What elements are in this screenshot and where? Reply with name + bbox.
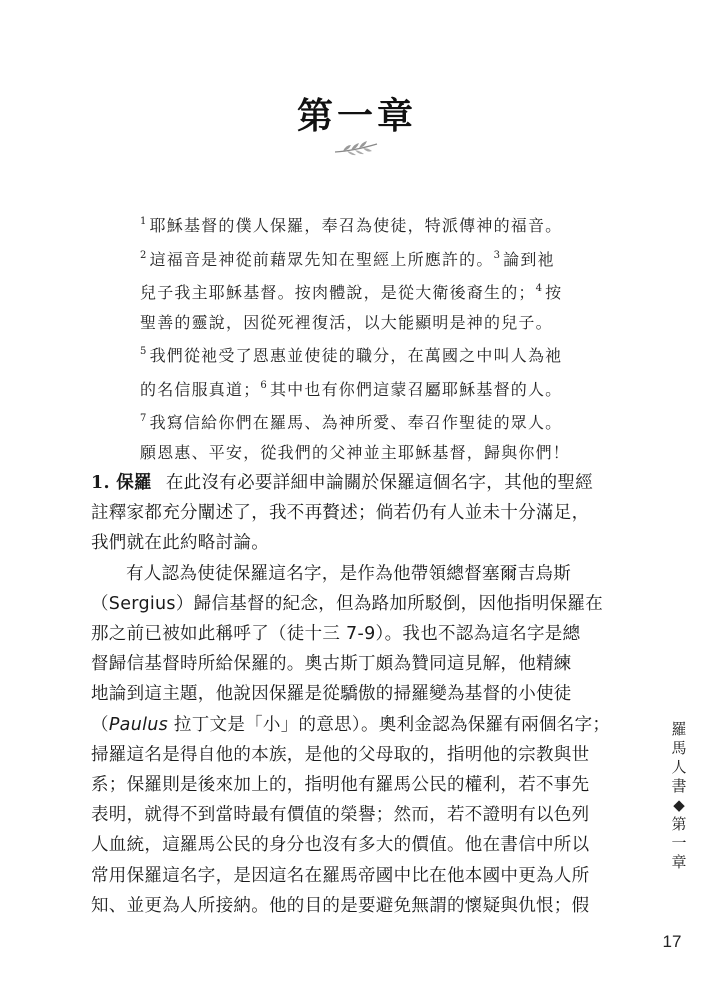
commentary-line: 我們就在此約略討論。 [91,533,269,554]
sidebar-char: 書 [671,777,687,795]
verse-text: 我們從祂受了恩惠並使徒的職分，在萬國之中叫人為祂 [149,346,563,365]
commentary-line: 有人認為使徒保羅這名字，是作為他帶領總督塞爾吉烏斯 [126,563,571,584]
page-number: 17 [662,932,682,951]
verse-text: 其中也有你們這蒙召屬耶穌基督的人。 [269,379,563,399]
verse-number: 4 [535,283,544,294]
leaf-ornament-icon [333,138,381,160]
verse-number: 6 [260,379,268,391]
commentary-line: （Paulus 拉丁文是「小」的意思）。奧利金認為保羅有兩個名字； [91,714,611,735]
sidebar-char: 第 [671,815,687,833]
commentary-line: 督歸信基督時所給保羅的。奧古斯丁頗為贊同這見解，他精練 [91,654,572,675]
commentary-line: 系；保羅則是後來加上的，指明他有羅馬公民的權利，若不事先 [91,775,590,796]
scripture-line [140,404,600,438]
sidebar-char: 一 [671,834,687,852]
sidebar-char: 人 [671,758,687,776]
running-header-sidebar [668,720,690,872]
scripture-line [140,438,600,468]
commentary-line: 表明，就得不到當時最有價值的榮譽；然而，若不證明有以色列 [91,805,590,826]
section-heading: 1. 保羅 [91,473,152,493]
verse-text: 兒子我主耶穌基督。按肉體說，是從大衛後裔生的； [140,283,536,302]
verse-number: 2 [140,249,148,261]
verse-number: 1 [140,216,148,227]
chapter-title: 第一章 [296,95,417,137]
commentary-body [91,468,625,921]
commentary-paragraph: 1. 保羅 在此沒有必要詳細申論關於保羅這個名字，其他的聖經 [91,473,594,493]
verse-text: 論到祂 [503,249,555,269]
verse-text: 耶穌基督的僕人保羅，奉召為使徒，特派傳神的福音。 [149,216,563,235]
commentary-line: 知、並更為人所接納。他的目的是要避免無謂的懷疑與仇恨；假 [91,895,590,916]
sidebar-char: 馬 [671,739,687,757]
scripture-line [140,241,600,275]
verse-text: 按 [545,283,563,302]
verse-number: 5 [140,346,148,357]
scripture-line [140,371,600,405]
sidebar-char: 章 [671,853,687,871]
scripture-passage [140,207,600,467]
scripture-line [140,308,600,338]
verse-text: 這福音是神從前藉眾先知在聖經上所應許的。 [149,249,494,269]
commentary-line: 那之前已被如此稱呼了（徒十三 7-9）。我也不認為這名字是總 [91,624,581,645]
scripture-line [140,274,600,308]
verse-text: 願恩惠、平安，從我們的父神並主耶穌基督，歸與你們！ [140,442,571,462]
verse-text: 的名信服真道； [140,379,261,399]
verse-text: 我寫信給你們在羅馬、為神所愛、奉召作聖徒的眾人。 [149,413,563,432]
commentary-line: 註釋家都充分闡述了，我不再贅述；倘若仍有人並未十分滿足， [91,503,590,524]
verse-number: 7 [140,413,148,424]
verse-number: 3 [493,249,502,261]
commentary-line: 常用保羅這名字，是因這名在羅馬帝國中比在他本國中更為人所 [91,865,590,886]
commentary-line: 地論到這主題，他說因保羅是從驕傲的掃羅變為基督的小使徒 [91,684,572,705]
sidebar-char: 羅 [671,720,687,738]
commentary-line: 人血統，這羅馬公民的身分也沒有多大的價值。他在書信中所以 [91,835,590,856]
scripture-line [140,337,600,371]
verse-text: 聖善的靈說，因從死裡復活，以大能顯明是神的兒子。 [140,312,553,332]
scripture-line [140,207,600,241]
commentary-line: （Sergius）歸信基督的紀念，但為路加所駁倒，因他指明保羅在 [91,593,604,614]
diamond-icon: ◆ [673,796,685,814]
commentary-line: 掃羅這名是得自他的本族，是他的父母取的，指明他的宗教與世 [91,744,590,765]
